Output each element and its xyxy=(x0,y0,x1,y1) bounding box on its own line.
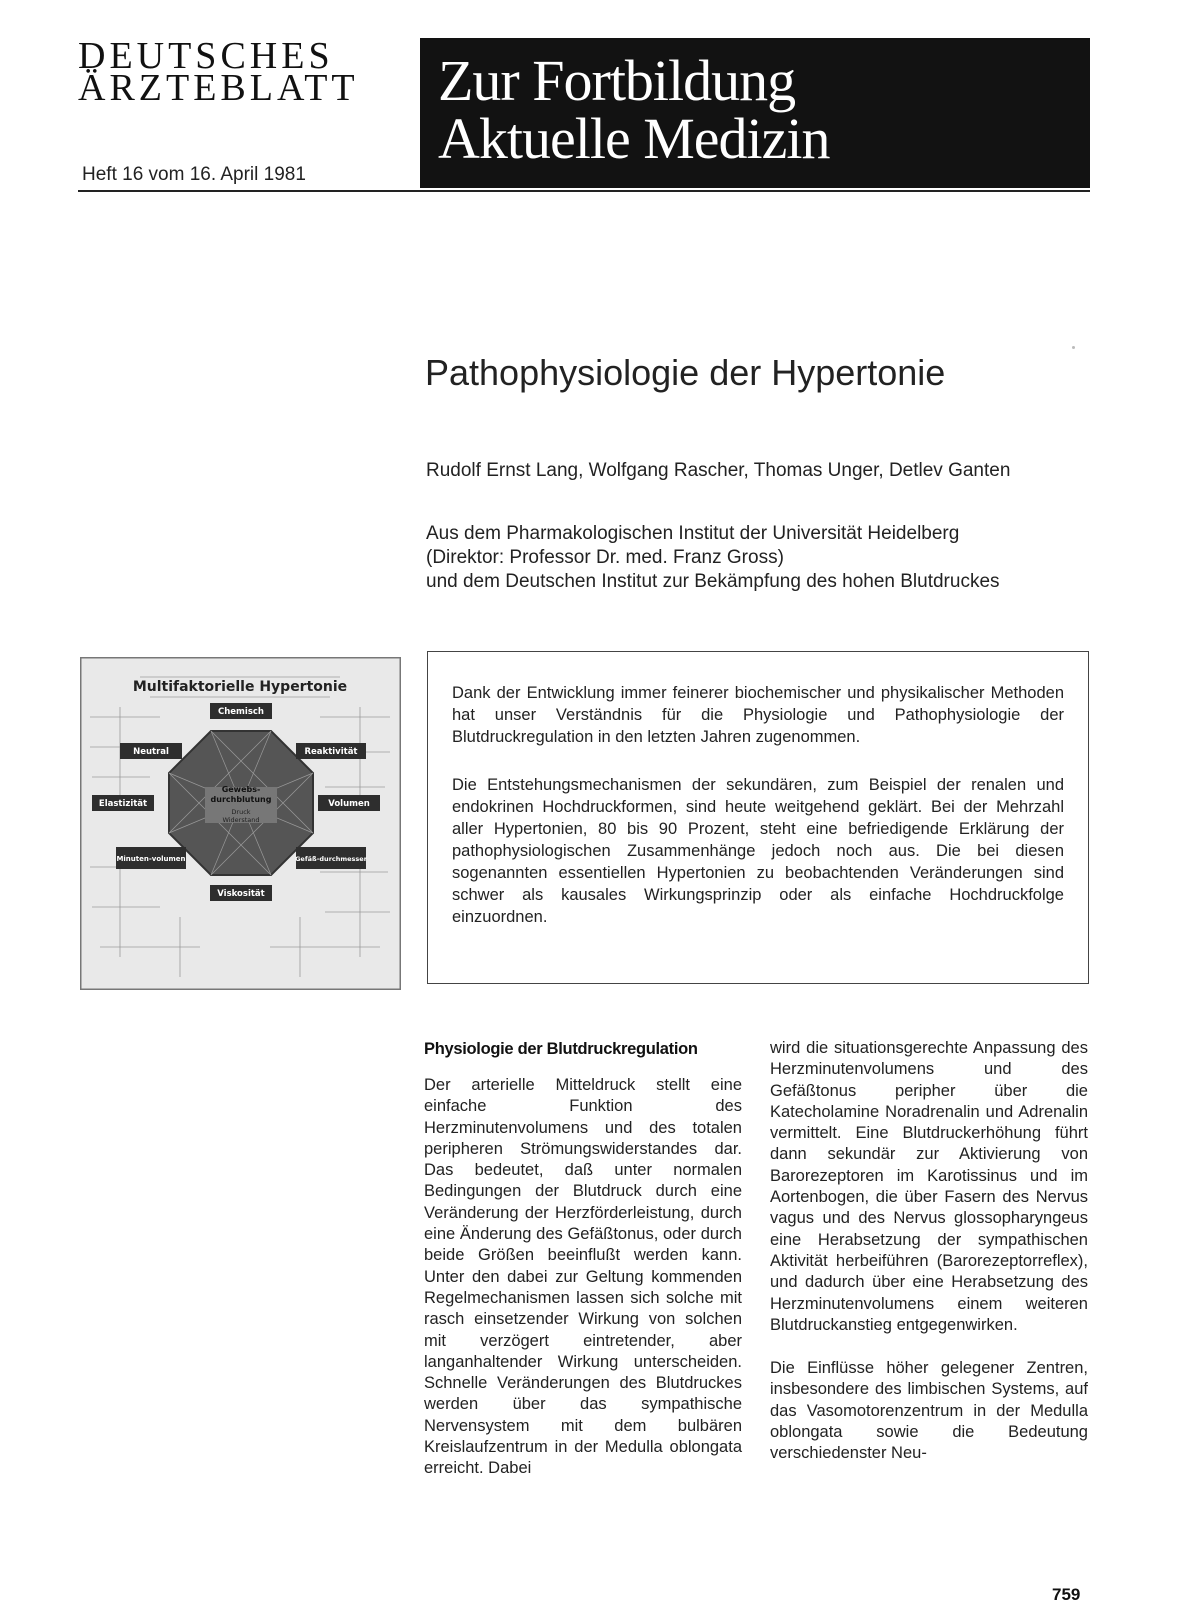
node-label: Volumen xyxy=(328,799,370,809)
affiliation-line: und dem Deutschen Institut zur Bekämpfung des hohen Blutdruckes xyxy=(426,571,1000,592)
banner-line-1: Zur Fortbildung xyxy=(438,48,796,113)
figure-title: Multifaktorielle Hypertonie xyxy=(132,679,348,695)
body-column-right xyxy=(770,1038,1088,1487)
masthead-line-2: ÄRZTEBLATT xyxy=(78,67,359,109)
article-title: Pathophysiologie der Hypertonie xyxy=(425,352,946,393)
body-paragraph: wird die situationsgerechte Anpassung des Herzminutenvolumens und des Gefäßtonus peripher über die Katecholamine Noradrenalin und Adrenalin vermittelt. Eine Blutdruckerhöhung führt dann sekundär zur Aktivierung von Barorezeptoren im Karotissinus und im Aortenbogen, die über Fasern des Nervus vagus und des Nervus glossopharyngeus eine Herabsetzung der sympathischen Aktivität herbeiführen (Barorezeptorreflex), und dadurch über eine Herabsetzung des Herzminutenvolumens einem weiteren Blutdruckanstieg entgegenwirken. xyxy=(770,1039,1088,1334)
node-label: Chemisch xyxy=(218,707,264,717)
node-label: Gefäß-durchmesser xyxy=(295,855,367,863)
body-paragraph: Die Einflüsse höher gelegener Zentren, insbesondere des limbischen Systems, auf das Vasomotorenzentrum in der Medulla oblongata sowie die Bedeutung verschiedenster Neu- xyxy=(770,1359,1088,1463)
center-label: Widerstand xyxy=(222,816,260,824)
affiliation-line: (Direktor: Professor Dr. med. Franz Gross) xyxy=(426,547,784,568)
node-label: Viskosität xyxy=(217,889,265,899)
article-affiliation xyxy=(426,522,1000,594)
page-number: 759 xyxy=(1052,1585,1081,1604)
abstract-paragraph: Die Entstehungsmechanismen der sekundären, zum Beispiel der renalen und endokrinen Hochdruckformen, sind heute weitgehend geklärt. Bei der Mehrzahl aller Hypertonien, 80 bis 90 Prozent, steht eine befriedigende Erklärung der pathophysiologischen Zusammenhänge jedoch noch aus. Die bei diesen sogenannten essentiellen Hypertonien zu beobachtenden Veränderungen sind schwer als kausales Wirkungsprinzip oder als einfache Hochdruckfolge einzuordnen. xyxy=(452,776,1064,926)
issue-date: Heft 16 vom 16. April 1981 xyxy=(82,164,306,185)
header-rule xyxy=(78,190,1090,192)
article-authors: Rudolf Ernst Lang, Wolfgang Rascher, Thomas Unger, Detlev Ganten xyxy=(426,460,1011,481)
affiliation-line: Aus dem Pharmakologischen Institut der Universität Heidelberg xyxy=(426,523,960,544)
node-label: Neutral xyxy=(133,747,169,757)
body-column-left xyxy=(424,1040,742,1502)
body-paragraph: Der arterielle Mitteldruck stellt eine einfache Funktion des Herzminutenvolumens und des totalen peripheren Strömungswiderstandes dar. Das bedeutet, daß unter normalen Bedingungen der Blutdruck durch eine Veränderung der Herzförderleistung, durch eine Änderung des Gefäßtonus, oder durch beide Größen beeinflußt werden kann. Unter den dabei zur Geltung kommenden Regelmechanismen lassen sich solche mit rasch einsetzender Wirkung von solchen mit verzögert eintretender, aber langanhaltender Wirkung unterscheiden. Schnelle Veränderungen des Blutdruckes werden über das sympathische Nervensystem mit dem bulbären Kreislaufzentrum in der Medulla oblongata erreicht. Dabei xyxy=(424,1076,742,1478)
center-label: Gewebs- xyxy=(221,785,261,794)
banner-line-2: Aktuelle Medizin xyxy=(438,106,830,171)
node-label: Minuten-volumen xyxy=(116,855,186,863)
speck xyxy=(1072,346,1075,349)
abstract-paragraph: Dank der Entwicklung immer feinerer biochemischer und physikalischer Methoden hat unser Verständnis für die Physiologie und Pathophysiologie der Blutdruckregulation in den letzten Jahren zugenommen. xyxy=(452,684,1064,746)
node-label: Reaktivität xyxy=(304,747,358,757)
abstract-box xyxy=(427,651,1089,984)
center-label: durchblutung xyxy=(210,795,272,804)
masthead-line-1: DEUTSCHES xyxy=(78,35,334,77)
masthead xyxy=(78,35,408,109)
node-label: Elastizität xyxy=(98,799,148,809)
hypertension-mosaic-figure xyxy=(80,657,401,990)
section-heading: Physiologie der Blutdruckregulation xyxy=(424,1040,698,1058)
section-banner xyxy=(420,38,1090,188)
center-label: Druck xyxy=(231,808,251,816)
